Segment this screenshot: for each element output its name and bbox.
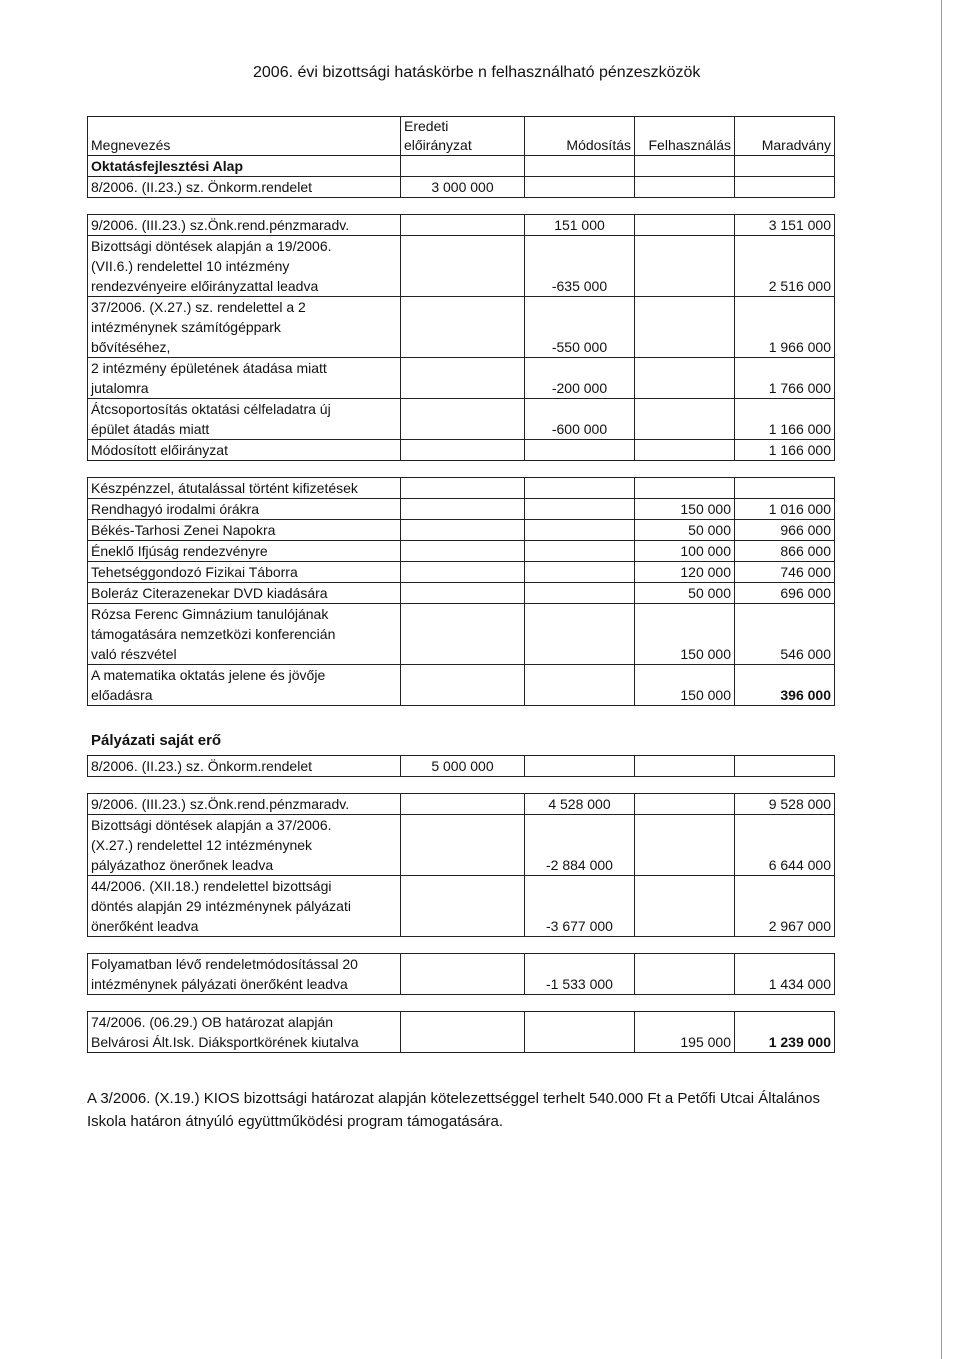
modositas-value: -3 677 000: [525, 876, 635, 937]
page-title: 2006. évi bizottsági hatáskörbe n felhasználható pénzeszközök: [253, 64, 701, 81]
own-contribution-table: [87, 755, 835, 1053]
payments-heading: Készpénzzel, átutalással történt kifizetések: [88, 478, 401, 499]
eredeti-value: [401, 562, 525, 583]
description-line: jutalomra: [91, 380, 149, 396]
felhasznalas-value: [635, 236, 735, 297]
table-row: [88, 215, 835, 236]
table-row: [88, 236, 835, 297]
row-description: [88, 1012, 401, 1053]
description-line: (X.27.) rendelettel 12 intézménynek: [91, 837, 313, 853]
modositas-value: [525, 520, 635, 541]
eredeti-value: [401, 399, 525, 440]
eredeti-value: 5 000 000: [401, 756, 525, 777]
table-row: [88, 954, 835, 995]
row-description: [88, 954, 401, 995]
modositas-value: [525, 177, 635, 198]
description-line: való részvétel: [91, 646, 177, 662]
felhasznalas-value: 150 000: [635, 665, 735, 706]
description-line: 37/2006. (X.27.) sz. rendelettel a 2: [91, 299, 306, 315]
table-row: [88, 520, 835, 541]
maradvany-value: 1 166 000: [735, 440, 835, 461]
budget-table: [87, 116, 835, 706]
eredeti-value: [401, 297, 525, 358]
description-line: Békés-Tarhosi Zenei Napokra: [91, 522, 276, 538]
payments-heading-row: [88, 478, 835, 499]
description-line: 74/2006. (06.29.) OB határozat alapján: [91, 1014, 334, 1030]
modositas-value: [525, 440, 635, 461]
modositas-value: [525, 756, 635, 777]
description-line: Rendhagyó irodalmi órákra: [91, 501, 260, 517]
description-line: Rózsa Ferenc Gimnázium tanulójának: [91, 606, 329, 622]
header-megnevezes: Megnevezés: [88, 117, 401, 156]
description-line: Bizottsági döntések alapján a 19/2006.: [91, 238, 332, 254]
eredeti-value: [401, 604, 525, 665]
maradvany-value: [735, 756, 835, 777]
description-line: támogatására nemzetközi konferencián: [91, 626, 336, 642]
table-header-row: [88, 117, 835, 156]
maradvany-value: [735, 177, 835, 198]
header-modositas: Módosítás: [525, 117, 635, 156]
row-description: [88, 583, 401, 604]
maradvany-value: 2 967 000: [735, 876, 835, 937]
modositas-value: 4 528 000: [525, 794, 635, 815]
description-line: döntés alapján 29 intézménynek pályázati: [91, 898, 351, 914]
maradvany-value: 1 239 000: [735, 1012, 835, 1053]
spacer-row: [88, 995, 835, 1012]
eredeti-value: [401, 499, 525, 520]
row-description: [88, 541, 401, 562]
row-description: [88, 399, 401, 440]
felhasznalas-value: [635, 358, 735, 399]
table-row: [88, 358, 835, 399]
modositas-value: [525, 604, 635, 665]
description-line: 8/2006. (II.23.) sz. Önkorm.rendelet: [91, 179, 312, 195]
felhasznalas-value: 120 000: [635, 562, 735, 583]
felhasznalas-value: 50 000: [635, 583, 735, 604]
felhasznalas-value: [635, 794, 735, 815]
modositas-value: [525, 1012, 635, 1053]
maradvany-value: 6 644 000: [735, 815, 835, 876]
row-description: [88, 562, 401, 583]
description-line: 9/2006. (III.23.) sz.Önk.rend.pénzmaradv.: [91, 217, 350, 233]
table-row: [88, 583, 835, 604]
eredeti-value: [401, 815, 525, 876]
felhasznalas-value: [635, 215, 735, 236]
felhasznalas-value: [635, 399, 735, 440]
description-line: (VII.6.) rendelettel 10 intézmény: [91, 258, 290, 274]
eredeti-value: [401, 541, 525, 562]
description-line: Tehetséggondozó Fizikai Táborra: [91, 564, 298, 580]
row-description: [88, 665, 401, 706]
maradvany-value: 3 151 000: [735, 215, 835, 236]
description-line: intézménynek pályázati önerőként leadva: [91, 976, 348, 992]
maradvany-value: 2 516 000: [735, 236, 835, 297]
row-description: [88, 876, 401, 937]
description-line: Boleráz Citerazenekar DVD kiadására: [91, 585, 328, 601]
description-line: épület átadás miatt: [91, 421, 210, 437]
modositas-value: [525, 499, 635, 520]
eredeti-value: [401, 358, 525, 399]
felhasznalas-value: 150 000: [635, 499, 735, 520]
felhasznalas-value: [635, 756, 735, 777]
felhasznalas-value: 195 000: [635, 1012, 735, 1053]
description-line: Belvárosi Ált.Isk. Diáksportkörének kiutalva: [91, 1034, 359, 1050]
description-line: Átcsoportosítás oktatási célfeladatra új: [91, 401, 331, 417]
eredeti-value: [401, 665, 525, 706]
felhasznalas-value: [635, 297, 735, 358]
table-row: [88, 297, 835, 358]
footnote: A 3/2006. (X.19.) KIOS bizottsági határozat alapján kötelezettséggel terhelt 540.000 Ft a Petőfi Utcai Általános Iskola határon átnyúló együttműködési program támogatására.: [87, 1090, 820, 1130]
spacer-row: [88, 777, 835, 794]
maradvany-value: 1 434 000: [735, 954, 835, 995]
table-row: [88, 499, 835, 520]
maradvany-value: 546 000: [735, 604, 835, 665]
fund-name-row: [88, 156, 835, 177]
maradvany-value: 696 000: [735, 583, 835, 604]
spacer-row: [88, 461, 835, 478]
eredeti-value: [401, 520, 525, 541]
section-heading: Pályázati saját erő: [91, 732, 222, 749]
row-description: [88, 297, 401, 358]
eredeti-value: [401, 440, 525, 461]
description-line: 8/2006. (II.23.) sz. Önkorm.rendelet: [91, 758, 312, 774]
spacer-row: [88, 937, 835, 954]
description-line: intézménynek számítógéppark: [91, 319, 281, 335]
felhasznalas-value: [635, 177, 735, 198]
modositas-value: 151 000: [525, 215, 635, 236]
felhasznalas-value: [635, 954, 735, 995]
description-line: Folyamatban lévő rendeletmódosítással 20: [91, 956, 358, 972]
maradvany-value: 9 528 000: [735, 794, 835, 815]
table-row: [88, 541, 835, 562]
description-line: előadásra: [91, 687, 153, 703]
maradvany-value: 966 000: [735, 520, 835, 541]
row-description: [88, 604, 401, 665]
description-line: 44/2006. (XII.18.) rendelettel bizottsági: [91, 878, 332, 894]
table-row: [88, 876, 835, 937]
eredeti-value: [401, 794, 525, 815]
row-description: [88, 236, 401, 297]
modositas-value: -550 000: [525, 297, 635, 358]
modositas-value: -635 000: [525, 236, 635, 297]
modositas-value: -2 884 000: [525, 815, 635, 876]
table-row: [88, 440, 835, 461]
row-description: [88, 756, 401, 777]
description-line: A matematika oktatás jelene és jövője: [91, 667, 326, 683]
maradvany-value: 396 000: [735, 665, 835, 706]
description-line: önerőként leadva: [91, 918, 199, 934]
maradvany-value: 1 966 000: [735, 297, 835, 358]
table-row: [88, 562, 835, 583]
eredeti-value: [401, 954, 525, 995]
description-line: Éneklő Ifjúság rendezvényre: [91, 543, 268, 559]
row-description: [88, 358, 401, 399]
felhasznalas-value: 150 000: [635, 604, 735, 665]
description-line: Módosított előirányzat: [91, 442, 228, 458]
maradvany-value: 1 166 000: [735, 399, 835, 440]
table-row: [88, 665, 835, 706]
maradvany-value: 1 016 000: [735, 499, 835, 520]
modositas-value: -1 533 000: [525, 954, 635, 995]
table-row: [88, 756, 835, 777]
table-row: [88, 604, 835, 665]
felhasznalas-value: [635, 815, 735, 876]
page-edge-line: [941, 0, 942, 1359]
row-description: [88, 440, 401, 461]
eredeti-value: [401, 215, 525, 236]
row-description: [88, 215, 401, 236]
description-line: 9/2006. (III.23.) sz.Önk.rend.pénzmaradv.: [91, 796, 350, 812]
fund-name: Oktatásfejlesztési Alap: [88, 156, 401, 177]
table-row: [88, 815, 835, 876]
description-line: rendezvényeire előirányzattal leadva: [91, 278, 319, 294]
modositas-value: [525, 562, 635, 583]
description-line: 2 intézmény épületének átadása miatt: [91, 360, 327, 376]
modositas-value: [525, 541, 635, 562]
modositas-value: [525, 583, 635, 604]
table-row: [88, 794, 835, 815]
row-description: [88, 520, 401, 541]
maradvany-value: 1 766 000: [735, 358, 835, 399]
felhasznalas-value: [635, 440, 735, 461]
description-line: Bizottsági döntések alapján a 37/2006.: [91, 817, 332, 833]
eredeti-value: [401, 1012, 525, 1053]
eredeti-value: [401, 876, 525, 937]
eredeti-value: [401, 236, 525, 297]
table-row: [88, 399, 835, 440]
description-line: pályázathoz önerőnek leadva: [91, 857, 274, 873]
row-description: [88, 177, 401, 198]
felhasznalas-value: 50 000: [635, 520, 735, 541]
spacer-row: [88, 198, 835, 215]
table-row: [88, 177, 835, 198]
header-eredeti: Eredeti előirányzat: [401, 117, 525, 156]
felhasznalas-value: [635, 876, 735, 937]
header-maradvany: Maradvány: [735, 117, 835, 156]
row-description: [88, 815, 401, 876]
table-row: [88, 1012, 835, 1053]
header-felhasznalas: Felhasználás: [635, 117, 735, 156]
modositas-value: -200 000: [525, 358, 635, 399]
eredeti-value: 3 000 000: [401, 177, 525, 198]
maradvany-value: 866 000: [735, 541, 835, 562]
row-description: [88, 794, 401, 815]
felhasznalas-value: 100 000: [635, 541, 735, 562]
modositas-value: [525, 665, 635, 706]
eredeti-value: [401, 583, 525, 604]
description-line: bővítéséhez,: [91, 339, 171, 355]
maradvany-value: 746 000: [735, 562, 835, 583]
row-description: [88, 499, 401, 520]
modositas-value: -600 000: [525, 399, 635, 440]
